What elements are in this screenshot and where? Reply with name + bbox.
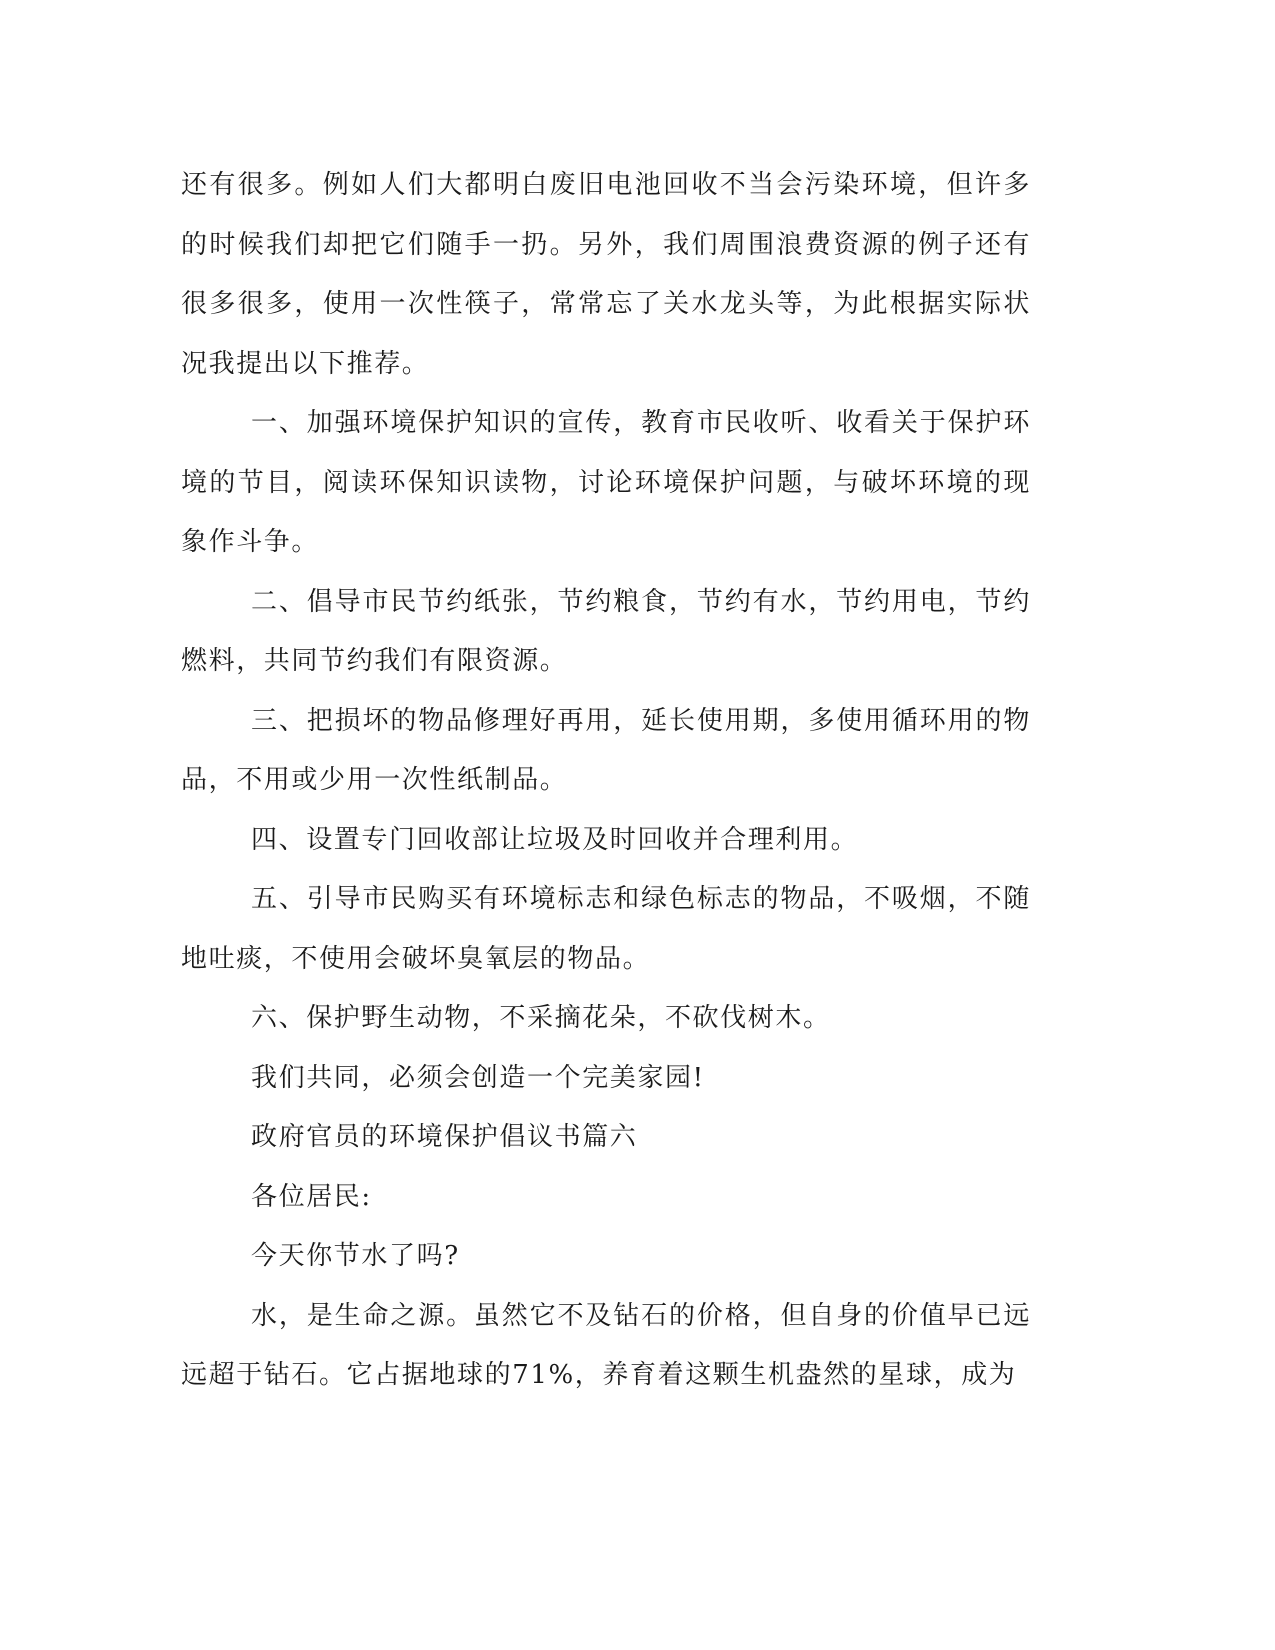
paragraph-question: 今天你节水了吗? xyxy=(251,1241,460,1271)
salutation: 各位居民: xyxy=(251,1181,372,1212)
section-heading: 政府官员的环境保护倡议书篇六 xyxy=(251,1122,638,1152)
paragraph-water-intro: 水，是生命之源。虽然它不及钻石的价格，但自身的价值早已远远超于钻石。它占据地球的71%，养育着这颗生机盎然的星球，成为 xyxy=(181,1300,1031,1390)
paragraph-point-four: 四、设置专门回收部让垃圾及时回收并合理利用。 xyxy=(251,824,859,855)
paragraph-point-one: 一、加强环境保护知识的宣传，教育市民收听、收看关于保护环境的节目，阅读环保知识读物，讨论环境保护问题，与破坏环境的现象作斗争。 xyxy=(181,408,1031,557)
paragraph-closing: 我们共同，必须会创造一个完美家园! xyxy=(251,1062,705,1093)
paragraph-point-six: 六、保护野生动物，不采摘花朵，不砍伐树木。 xyxy=(251,1003,831,1033)
paragraph-point-five: 五、引导市民购买有环境标志和绿色标志的物品，不吸烟，不随地吐痰，不使用会破坏臭氧层的物品。 xyxy=(181,884,1031,974)
document-body xyxy=(181,156,1031,1406)
paragraph-point-two: 二、倡导市民节约纸张，节约粮食，节约有水，节约用电，节约燃料，共同节约我们有限资源。 xyxy=(181,586,1031,676)
paragraph-battery-waste: 还有很多。例如人们大都明白废旧电池回收不当会污染环境，但许多的时候我们却把它们随手一扔。另外，我们周围浪费资源的例子还有很多很多，使用一次性筷子，常常忘了关水龙头等，为此根据实际状况我提出以下推荐。 xyxy=(181,170,1031,379)
paragraph-point-three: 三、把损坏的物品修理好再用，延长使用期，多使用循环用的物品，不用或少用一次性纸制品。 xyxy=(181,705,1031,795)
